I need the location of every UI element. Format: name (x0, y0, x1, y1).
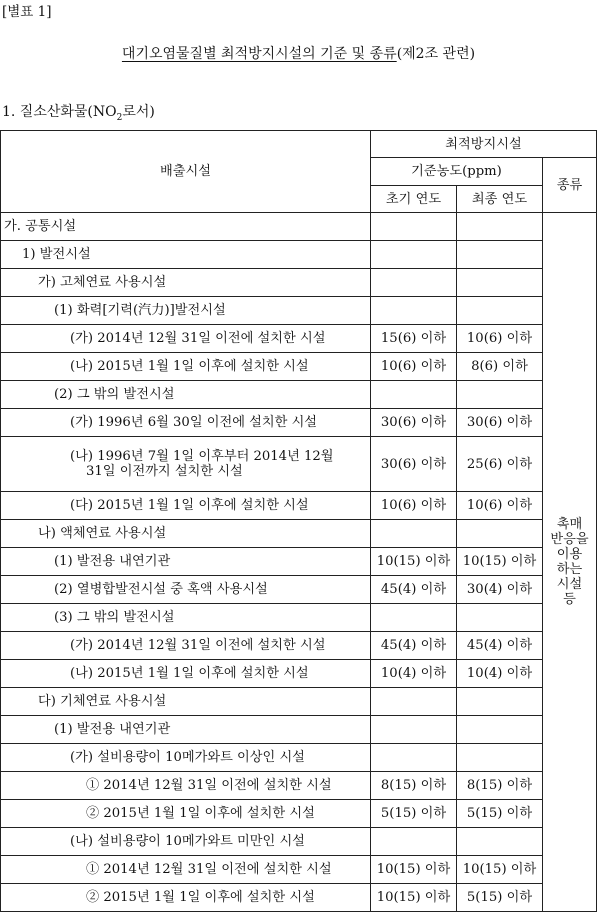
table-row (1, 409, 597, 437)
type-line: 반응을 (550, 532, 589, 547)
facility-label (1, 576, 371, 604)
section-heading (2, 101, 155, 123)
facility-label-text: 1) 발전시설 (22, 247, 91, 262)
header-row-1 (1, 131, 597, 158)
initial-year-value: 10(15) 이하 (371, 884, 457, 912)
section-subscript: 2 (116, 112, 123, 123)
table-row (1, 437, 597, 492)
initial-year-value: 10(6) 이하 (371, 353, 457, 381)
section-prefix: 1. 질소산화물(NO (2, 104, 117, 120)
initial-year-value: 45(4) 이하 (371, 632, 457, 660)
table-row (1, 828, 597, 856)
facility-label (1, 744, 371, 772)
final-year-value (457, 828, 543, 856)
facility-label (1, 660, 371, 688)
facility-label-text: 가. 공통시설 (4, 219, 77, 234)
initial-year-value (371, 213, 457, 241)
facility-label (1, 325, 371, 353)
table-row (1, 548, 597, 576)
table-row (1, 660, 597, 688)
facility-label (1, 688, 371, 716)
initial-year-value: 10(4) 이하 (371, 660, 457, 688)
facility-label (1, 492, 371, 520)
initial-year-value: 10(6) 이하 (371, 492, 457, 520)
table-row (1, 520, 597, 548)
facility-label (1, 269, 371, 297)
final-year-value (457, 604, 543, 632)
header-concentration: 기준농도(ppm) (371, 158, 543, 186)
initial-year-value: 30(6) 이하 (371, 437, 457, 492)
initial-year-value: 5(15) 이하 (371, 800, 457, 828)
header-optimal: 최적방지시설 (371, 131, 597, 158)
final-year-value: 30(6) 이하 (457, 409, 543, 437)
facility-label-text: 다) 기체연료 사용시설 (38, 694, 167, 709)
facility-label-text: (1) 발전용 내연기관 (54, 554, 171, 569)
initial-year-value: 10(15) 이하 (371, 548, 457, 576)
facility-label (1, 520, 371, 548)
type-line: 촉매 (556, 517, 583, 532)
final-year-value (457, 744, 543, 772)
type-cell (543, 213, 597, 912)
facility-label-text: (1) 발전용 내연기관 (54, 722, 171, 737)
type-line: 하는 (556, 562, 583, 577)
facility-label-text: (가) 2014년 12월 31일 이전에 설치한 시설 (70, 331, 326, 346)
facility-label-text-cont: 31일 이전까지 설치한 시설 (86, 464, 243, 479)
facility-label (1, 437, 371, 492)
table-row (1, 632, 597, 660)
initial-year-value: 45(4) 이하 (371, 576, 457, 604)
facility-label (1, 548, 371, 576)
header-final-year: 최종 연도 (457, 186, 543, 213)
initial-year-value (371, 688, 457, 716)
initial-year-value (371, 241, 457, 269)
facility-label-text: 가) 고체연료 사용시설 (38, 275, 167, 290)
table-row (1, 381, 597, 409)
final-year-value: 8(6) 이하 (457, 353, 543, 381)
facility-label-text: (가) 2014년 12월 31일 이전에 설치한 시설 (70, 638, 326, 653)
facility-label-text: (나) 2015년 1월 1일 이후에 설치한 시설 (70, 359, 309, 374)
table-row (1, 800, 597, 828)
facility-label (1, 353, 371, 381)
initial-year-value: 30(6) 이하 (371, 409, 457, 437)
table-row (1, 716, 597, 744)
facility-label-text: (나) 2015년 1월 1일 이후에 설치한 시설 (70, 666, 309, 681)
initial-year-value: 15(6) 이하 (371, 325, 457, 353)
final-year-value (457, 520, 543, 548)
initial-year-value (371, 381, 457, 409)
standards-table (0, 130, 597, 912)
table-row (1, 241, 597, 269)
facility-label (1, 716, 371, 744)
final-year-value: 10(15) 이하 (457, 548, 543, 576)
facility-label-text: (가) 설비용량이 10메가와트 이상인 시설 (70, 750, 305, 765)
facility-label-text: (2) 그 밖의 발전시설 (54, 387, 175, 402)
initial-year-value: 8(15) 이하 (371, 772, 457, 800)
initial-year-value (371, 828, 457, 856)
facility-label (1, 856, 371, 884)
table-row (1, 297, 597, 325)
facility-label (1, 800, 371, 828)
facility-label (1, 632, 371, 660)
section-suffix: 로서) (122, 104, 155, 120)
final-year-value (457, 241, 543, 269)
title-main: 대기오염물질별 최적방지시설의 기준 및 종류 (121, 46, 397, 62)
facility-label-text: ② 2015년 1월 1일 이후에 설치한 시설 (86, 806, 315, 821)
initial-year-value (371, 269, 457, 297)
facility-label-text: 나) 액체연료 사용시설 (38, 526, 167, 541)
facility-label-text: ① 2014년 12월 31일 이전에 설치한 시설 (86, 862, 332, 877)
final-year-value: 10(6) 이하 (457, 492, 543, 520)
initial-year-value (371, 297, 457, 325)
facility-label (1, 297, 371, 325)
header-facility: 배출시설 (1, 131, 371, 213)
facility-label-text: (1) 화력[기력(汽力)]발전시설 (54, 303, 226, 318)
initial-year-value (371, 520, 457, 548)
header-initial-year: 초기 연도 (371, 186, 457, 213)
final-year-value: 5(15) 이하 (457, 884, 543, 912)
table-row (1, 604, 597, 632)
initial-year-value (371, 744, 457, 772)
type-line: 시설 (556, 577, 583, 592)
facility-label (1, 241, 371, 269)
table-row (1, 325, 597, 353)
table-row (1, 884, 597, 912)
facility-label-text: ① 2014년 12월 31일 이전에 설치한 시설 (86, 778, 332, 793)
table-row (1, 492, 597, 520)
final-year-value: 10(4) 이하 (457, 660, 543, 688)
final-year-value (457, 716, 543, 744)
final-year-value (457, 688, 543, 716)
facility-label-text: (2) 열병합발전시설 중 혹액 사용시설 (54, 582, 268, 597)
facility-label (1, 409, 371, 437)
facility-label-text: (나) 1996년 7월 1일 이후부터 2014년 12월 (70, 449, 334, 464)
facility-label (1, 772, 371, 800)
table-row (1, 744, 597, 772)
final-year-value (457, 269, 543, 297)
facility-label-text: (다) 2015년 1월 1일 이후에 설치한 시설 (70, 498, 309, 513)
table-row (1, 269, 597, 297)
initial-year-value: 10(15) 이하 (371, 856, 457, 884)
facility-label-text: (가) 1996년 6월 30일 이전에 설치한 시설 (70, 415, 318, 430)
document-title (0, 43, 597, 63)
type-line: 이용 (556, 547, 583, 562)
facility-label (1, 828, 371, 856)
facility-label (1, 381, 371, 409)
title-suffix: (제2조 관련) (396, 46, 476, 62)
final-year-value (457, 213, 543, 241)
final-year-value: 10(6) 이하 (457, 325, 543, 353)
table-row (1, 213, 597, 241)
final-year-value: 30(4) 이하 (457, 576, 543, 604)
final-year-value: 25(6) 이하 (457, 437, 543, 492)
facility-label-text: (나) 설비용량이 10메가와트 미만인 시설 (70, 834, 305, 849)
initial-year-value (371, 604, 457, 632)
final-year-value: 45(4) 이하 (457, 632, 543, 660)
type-line: 등 (563, 592, 576, 607)
final-year-value: 10(15) 이하 (457, 856, 543, 884)
table-row (1, 688, 597, 716)
facility-label-text: ② 2015년 1월 1일 이후에 설치한 시설 (86, 890, 315, 905)
table-row (1, 576, 597, 604)
table-row (1, 772, 597, 800)
header-type: 종류 (543, 158, 597, 213)
facility-label (1, 213, 371, 241)
initial-year-value (371, 716, 457, 744)
facility-label (1, 884, 371, 912)
table-body (1, 213, 597, 912)
final-year-value (457, 297, 543, 325)
final-year-value: 5(15) 이하 (457, 800, 543, 828)
facility-label (1, 604, 371, 632)
final-year-value: 8(15) 이하 (457, 772, 543, 800)
facility-label-text: (3) 그 밖의 발전시설 (54, 610, 175, 625)
annex-label: [별표 1] (2, 4, 52, 20)
final-year-value (457, 381, 543, 409)
table-row (1, 353, 597, 381)
table-row (1, 856, 597, 884)
